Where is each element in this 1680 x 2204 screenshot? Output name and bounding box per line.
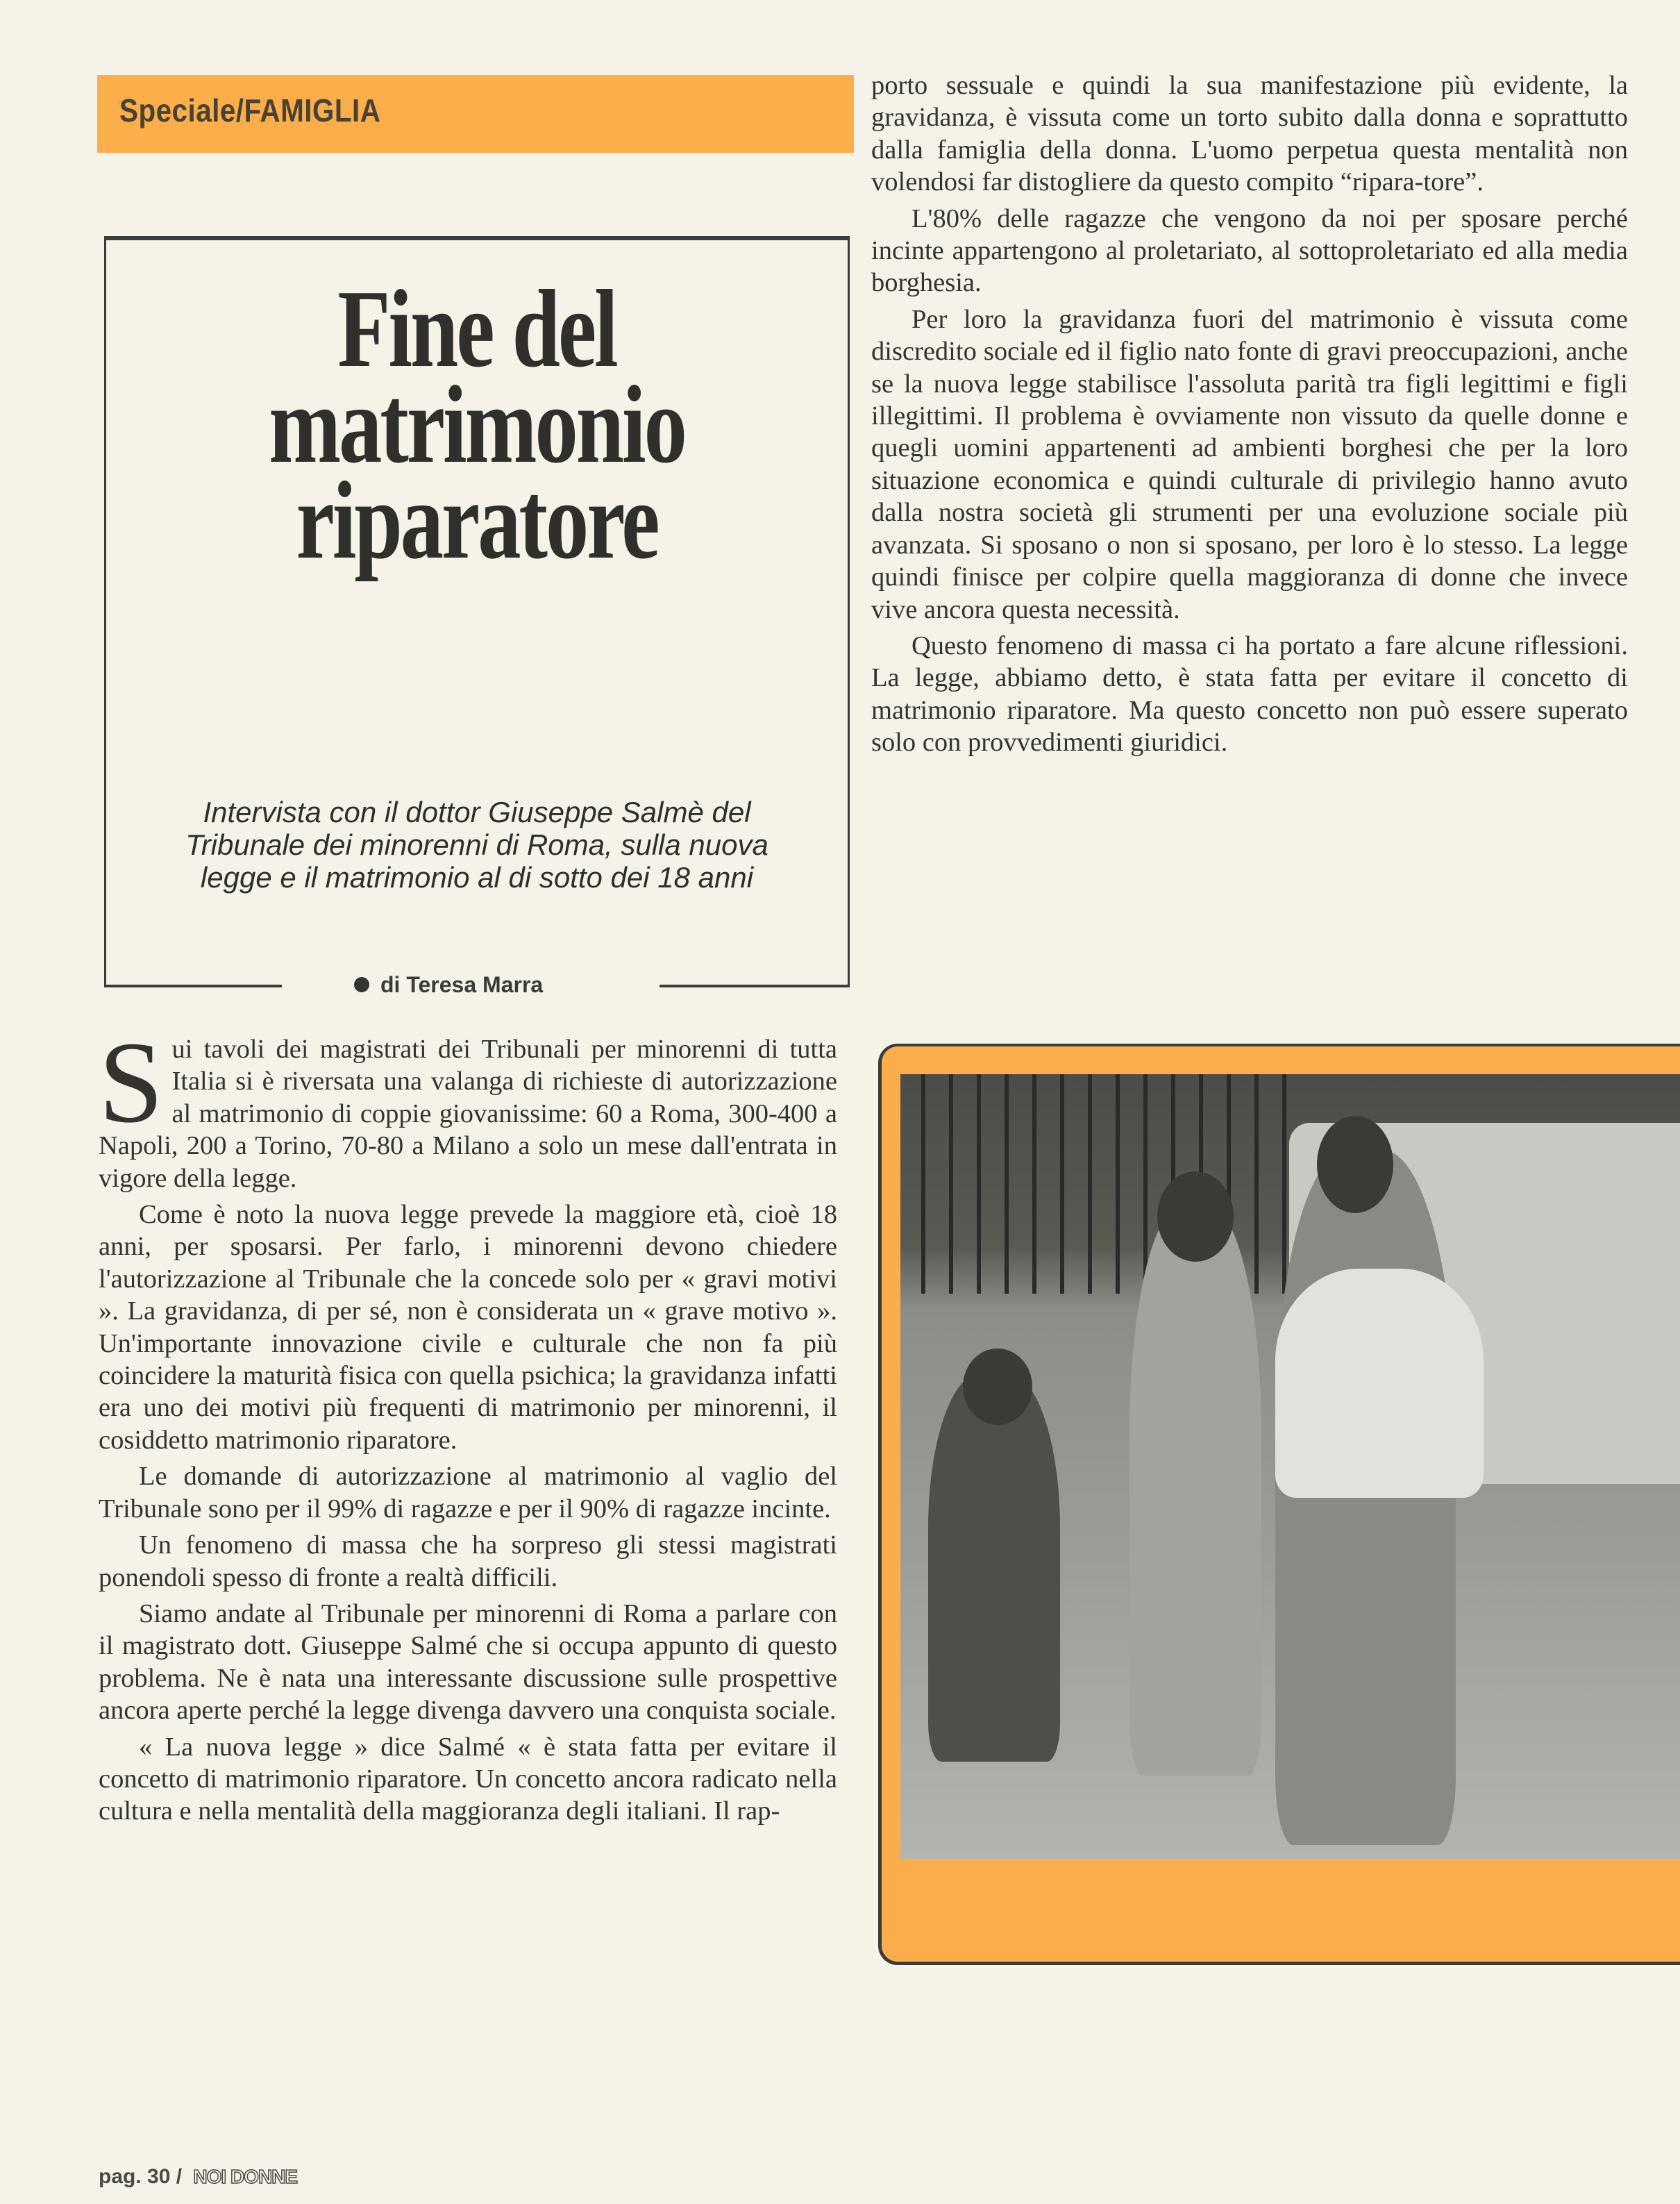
paragraph: Questo fenomeno di massa ci ha portato a fare alcune riflessioni. La legge, abbiamo detto, è stata fatta per evitare il concetto di matrimonio riparatore. Ma questo concetto non può essere superato solo con provvedimenti giuridici. xyxy=(871,631,1628,758)
right-column xyxy=(871,69,1628,759)
paragraph: Per loro la gravidanza fuori del matrimonio è vissuta come discredito sociale ed il figlio nato fonte di gravi preoccupazioni, anche se la nuova legge stabilisce l'assoluta parità tra figli legittimi e figli illegittimi. Il problema è ovviamente non vissuto da quelle donne e quegli uomini appartenenti ad ambienti borghesi che per la loro situazione economica e quindi culturale di privilegio hanno avuto dalla nostra società gli strumenti per una evoluzione sociale più avanzata. Si sposano o non si sposano, per loro è lo stesso. La legge quindi finisce per colpire quella maggioranza di donne che invece vive ancora questa necessità. xyxy=(871,304,1628,624)
paragraph: Un fenomeno di massa che ha sorpreso gli stessi magistrati ponendoli spesso di fronte a realtà difficili. xyxy=(99,1530,837,1592)
headline-line: matrimonio xyxy=(269,362,685,486)
paragraph xyxy=(99,1018,837,1194)
girl-head xyxy=(1157,1171,1234,1262)
magazine-logo: NOI DONNE xyxy=(193,2166,298,2187)
byline-row xyxy=(104,972,850,1000)
page-footer xyxy=(99,2165,297,2189)
headline-line: Fine del xyxy=(337,267,616,390)
woman-head xyxy=(1317,1116,1393,1213)
title-box xyxy=(104,236,850,987)
headline xyxy=(187,267,766,582)
left-column xyxy=(99,1018,837,1828)
family-photo xyxy=(900,1074,1680,1859)
paragraph: porto sessuale e quindi la sua manifestazione più evidente, la gravidanza, è vissuta come un torto subito dalla donna e soprattutto dalla famiglia della donna. L'uomo perpetua questa mentalità non volendosi far distogliere da questo compito “ripara-tore”. xyxy=(871,71,1628,197)
bullet-icon xyxy=(354,977,369,992)
paragraph: « La nuova legge » dice Salmé « è stata fatta per evitare il concetto di matrimonio riparatore. Un concetto ancora radicato nella cultura e nella mentalità della maggioranza degli italiani. Il rap- xyxy=(99,1732,837,1826)
paragraph: Come è noto la nuova legge prevede la maggiore età, cioè 18 anni, per sposarsi. Per farlo, i minorenni devono chiedere l'autorizzazione al Tribunale che la concede solo per « gravi motivi ». La gravidanza, di per sé, non è considerata un « grave motivo ». Un'importante innovazione civile e culturale che non fa più coincidere la maturità fisica con quella psichica; la gravidanza infatti era uno dei motivi più frequenti di matrimonio per minorenni, il cosiddetto matrimonio riparatore. xyxy=(99,1200,837,1455)
byline-text: di Teresa Marra xyxy=(380,972,544,997)
paragraph: Siamo andate al Tribunale per minorenni di Roma a parlare con il magistrato dott. Giuseppe Salmé che si occupa appunto di questo problema. Ne è nata una interessante discussione sulle prospettive ancora aperte perché la legge divenga davvero una conquista sociale. xyxy=(99,1598,837,1726)
paragraph-text: ui tavoli dei magistrati dei Tribunali per minorenni di tutta Italia si è riversata una valanga di richieste di autorizzazione al matrimonio di coppie giovanissime: 60 a Roma, 300-400 a Napoli, 200 a Torino, 70-80 a Milano a solo un mese dall'entrata in vigore della legge. xyxy=(99,1035,837,1193)
headline-line: riparatore xyxy=(296,458,658,582)
paragraph: Le domande di autorizzazione al matrimonio al vaglio del Tribunale sono per il 99% di ragazze e per il 90% di ragazze incinte. xyxy=(99,1462,837,1523)
byline xyxy=(354,972,543,998)
boy-head xyxy=(963,1349,1032,1425)
girl-figure xyxy=(1129,1206,1261,1776)
rule-divider xyxy=(660,985,850,987)
baby-blanket xyxy=(1275,1269,1484,1498)
section-band xyxy=(97,75,854,153)
section-label: Speciale/FAMIGLIA xyxy=(119,92,381,128)
woman-figure xyxy=(1275,1151,1456,1845)
rule-divider xyxy=(104,985,282,987)
subtitle: Intervista con il dottor Giuseppe Salmè del Tribunale dei minorenni di Roma, sulla nuova legge e il matrimonio al di sotto dei 18 anni xyxy=(185,796,768,894)
footer-separator: / xyxy=(176,2165,183,2188)
boy-figure xyxy=(928,1373,1060,1762)
paragraph: L'80% delle ragazze che vengono da noi per sposare perché incinte appartengono al proletariato, al sottoproletariato ed alla media borghesia. xyxy=(871,203,1628,298)
photo-frame xyxy=(878,1044,1680,1965)
page-number: pag. 30 xyxy=(99,2165,171,2188)
drop-cap: S xyxy=(99,1018,164,1147)
